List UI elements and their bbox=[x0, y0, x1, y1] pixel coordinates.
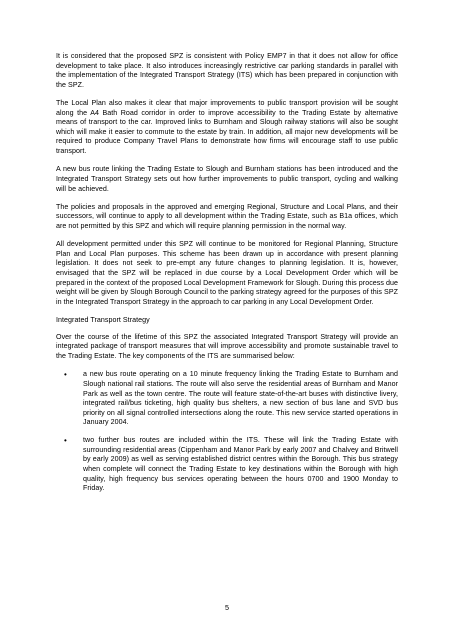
list-item-text: two further bus routes are included within the ITS. These will link the Trading Estate with surrounding residential areas (Cippenham and Manor Park by early 2007 and Chalvey and Britwell by early 2009) as well as serving established district centres within the Borough. This bus strategy when complete will connect the Trading Estate to key destinations within the Borough with high quality, high frequency bus services operating between the hours 0700 and 1900 Monday to Friday. bbox=[83, 436, 398, 493]
paragraph-policy-emp7: It is considered that the proposed SPZ is consistent with Policy EMP7 in that it does not allow for office development to take place. It also introduces increasingly restrictive car parking standards in parallel with the implementation of the Integrated Transport Strategy (ITS) which has been prepared in conjunction with the SPZ. bbox=[56, 52, 398, 89]
paragraph-monitoring: All development permitted under this SPZ will continue to be monitored for Regional Planning, Structure Plan and Local Plan purposes. This scheme has been drawn up in accordance with present planning legislation. It does not seek to pre-empt any future changes to planning legislation. It is, however, envisaged that the SPZ will be replaced in due course by a Local Development Order which will be prepared in the context of the proposed Local Development Framework for Slough. During this process due weight will be given by Slough Borough Council to the parking strategy agreed for the purposes of this SPZ in the Integrated Transport Strategy in the approach to car parking in any Local Development Order. bbox=[56, 240, 398, 306]
list-item bbox=[56, 370, 398, 428]
its-components-list bbox=[56, 370, 398, 494]
bullet-icon: • bbox=[64, 436, 67, 446]
list-item-text: a new bus route operating on a 10 minute frequency linking the Trading Estate to Burnham and Slough national rail stations. The route will also serve the residential areas of Burnham and Manor Park as well as the town centre. The route will feature state-of-the-art buses with distinctive livery, integrated rail/bus ticketing, high quality bus shelters, a new section of bus lane and SVD bus priority on all signal controlled intersections along the route. This new service started operations in January 2004. bbox=[83, 370, 398, 427]
paragraph-local-plan: The Local Plan also makes it clear that major improvements to public transport provision will be sought along the A4 Bath Road corridor in order to improve accessibility to the Trading Estate by alternative means of transport to the car. Improved links to Burnham and Slough railway stations will also be sought which will make it easier to commute to the estate by train. In addition, all major new developments will be required to produce Company Travel Plans to demonstrate how firms will encourage staff to use public transport. bbox=[56, 99, 398, 156]
paragraph-policies-proposals: The policies and proposals in the approved and emerging Regional, Structure and Local Plans, and their successors, will continue to apply to all development within the Trading Estate, such as B1a offices, which are not permitted by this SPZ and which will require planning permission in the normal way. bbox=[56, 202, 398, 230]
list-item bbox=[56, 436, 398, 494]
paragraph-new-bus-route: A new bus route linking the Trading Estate to Slough and Burnham stations has been introduced and the Integrated Transport Strategy sets out how further improvements to public transport, cycling and walking will be achieved. bbox=[56, 165, 398, 193]
page-content bbox=[56, 52, 398, 502]
section-heading: Integrated Transport Strategy bbox=[56, 316, 150, 325]
page-number: 5 bbox=[225, 603, 229, 612]
paragraph-its-intro: Over the course of the lifetime of this SPZ the associated Integrated Transport Strategy will provide an integrated package of transport measures that will improve accessibility and promote sustainable travel to the Trading Estate. The key components of the ITS are summarised below: bbox=[56, 332, 398, 361]
bullet-icon: • bbox=[64, 370, 67, 380]
